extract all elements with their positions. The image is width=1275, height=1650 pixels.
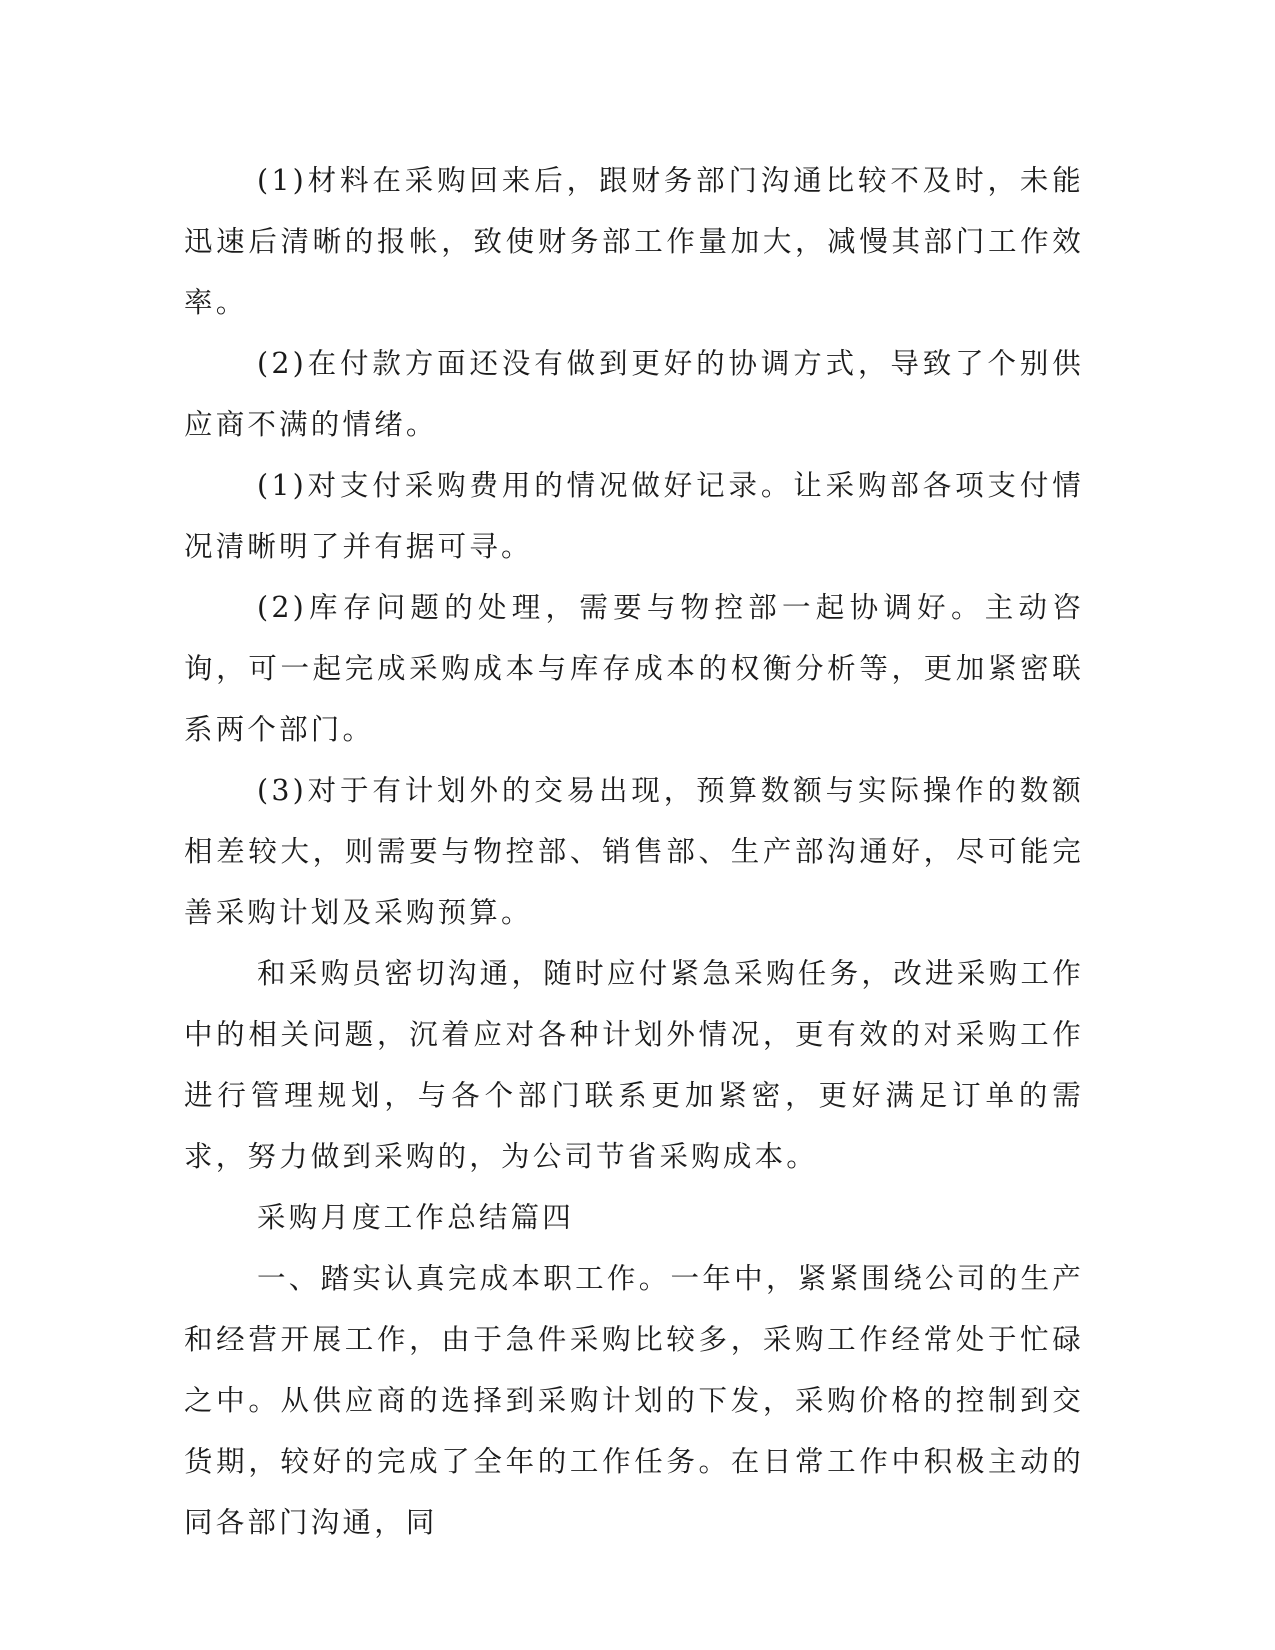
paragraph-core-duties: 一、踏实认真完成本职工作。一年中，紧紧围绕公司的生产和经营开展工作，由于急件采购比较多，采购工作经常处于忙碌之中。从供应商的选择到采购计划的下发，采购价格的控制到交货期，较好的完成了全年的工作任务。在日常工作中积极主动的同各部门沟通，同 (184, 1262, 1084, 1539)
paragraph-payment-coordination: (2)在付款方面还没有做到更好的协调方式，导致了个别供应商不满的情绪。 (184, 347, 1084, 441)
paragraph-expense-records: (1)对支付采购费用的情况做好记录。让采购部各项支付情况清晰明了并有据可寻。 (184, 469, 1084, 563)
section-heading: 采购月度工作总结篇四 (257, 1201, 575, 1234)
paragraph-finance-communication: (1)材料在采购回来后，跟财务部门沟通比较不及时，未能迅速后清晰的报帐，致使财务部工作量加大，减慢其部门工作效率。 (184, 164, 1084, 319)
paragraph-buyer-communication: 和采购员密切沟通，随时应付紧急采购任务，改进采购工作中的相关问题，沉着应对各种计划外情况，更有效的对采购工作进行管理规划，与各个部门联系更加紧密，更好满足订单的需求，努力做到采购的，为公司节省采购成本。 (184, 957, 1084, 1173)
paragraph-inventory-handling: (2)库存问题的处理，需要与物控部一起协调好。主动咨询，可一起完成采购成本与库存成本的权衡分析等，更加紧密联系两个部门。 (184, 591, 1084, 746)
paragraph-unplanned-transactions: (3)对于有计划外的交易出现，预算数额与实际操作的数额相差较大，则需要与物控部、销售部、生产部沟通好，尽可能完善采购计划及采购预算。 (184, 774, 1084, 929)
document-page (184, 150, 1084, 1553)
